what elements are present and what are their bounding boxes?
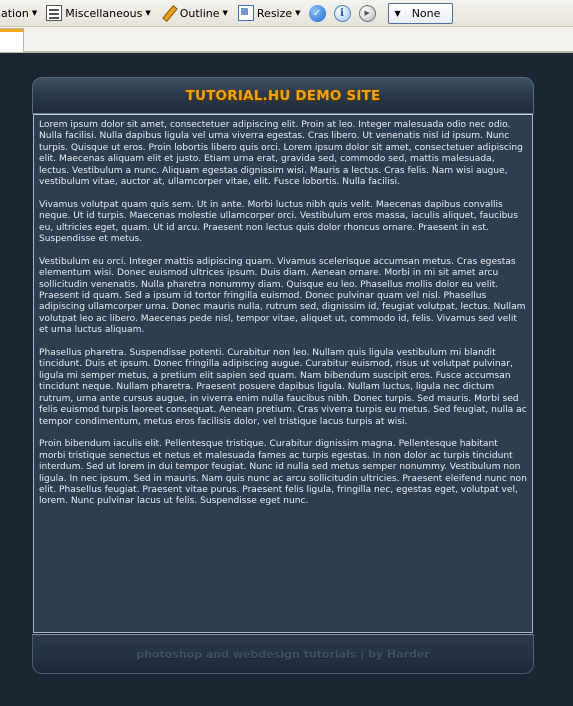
toolbar-menu-resize[interactable] (236, 2, 303, 24)
toolbar-menu-partial-label: ation (1, 6, 29, 20)
chevron-down-icon: ▼ (222, 9, 228, 17)
check-circle-icon[interactable]: ✓ (309, 5, 326, 22)
display-mode-dropdown-value: None (411, 6, 441, 20)
paragraph: Proin bibendum iaculis elit. Pellentesque tristique. Curabitur dignissim magna. Pellentesque habitant morbi tristique senectus et netus et malesuada fames ac turpis egestas. In non dolor ac turpis tincidunt interdum. Sed ut lorem in dui tempor feugiat. Nunc id nulla sed metus semper nonummy. Vestibulum non ligula. In nec ipsum. Sed in mauris. Nam quis nunc ac arcu sollicitudin ultricies. Praesent eleifend nunc non elit. Phasellus feugiat. Praesent vitae purus. Praesent felis ligula, fringilla nec, egestas eget, volutpat vel, lorem. Nunc pulvinar lacus ut felis. Suspendisse eget nunc. (39, 439, 527, 507)
web-page (0, 53, 573, 706)
tab-active[interactable] (0, 28, 24, 52)
toolbar (0, 0, 573, 27)
chevron-down-icon: ▼ (145, 9, 151, 17)
toolbar-menu-partial[interactable] (0, 2, 39, 24)
toolbar-menu-outline[interactable] (159, 2, 230, 24)
paragraph: Vestibulum eu orci. Integer mattis adipiscing quam. Vivamus scelerisque accumsan metus. Cras egestas elementum wisi. Donec euismod ultrices ipsum. Duis diam. Aenean ornare. Morbi in mi sit amet arcu sollicitudin venenatis. Nulla pharetra nonummy diam. Quisque eu leo. Phasellus mollis dolor eu velit. Praesent id quam. Sed a ipsum id tortor fringilla euismod. Donec pulvinar quam vel nisl. Phasellus adipiscing ullamcorper urna. Donec mauris nulla, rutrum sed, dignissim id, feugiat volutpat, lectus. Nullam volutpat leo ac libero. Maecenas pede nisl, tempor vitae, aliquet ut, commodo id, felis. Vivamus sed velit et urna luctus aliquam. (39, 256, 526, 336)
chevron-down-icon: ▼ (31, 9, 38, 17)
paragraph: Lorem ipsum dolor sit amet, consectetuer adipiscing elit. Proin at leo. Integer malesuada odio nec odio. Nulla facilisi. Nulla dapibus ligula vel urna viverra egestas. Cras libero. Ut venenatis nisl id ipsum. Nunc turpis. Quisque ut eros. Proin lobortis libero quis orci. Lorem ipsum dolor sit amet, consectetuer adipiscing elit. Maecenas aliquam elit et justo. Etiam urna erat, gravida sed, commodo sed, mattis malesuada, lectus. Vestibulum a nunc. Aliquam egestas dignissim wisi. Mauris a lectus. Cras felis. Nam wisi augue, vestibulum vitae, auctor at, ullamcorper vitae, elit. Fusce lobortis. Nulla facilisi. (39, 120, 523, 188)
toolbar-menu-resize-label: Resize (256, 6, 293, 20)
outline-pencil-icon (161, 5, 177, 21)
play-icon[interactable]: ▶ (359, 5, 376, 22)
site-container (32, 77, 534, 674)
site-title: TUTORIAL.HU DEMO SITE (185, 87, 381, 104)
toolbar-menu-miscellaneous-label: Miscellaneous (65, 6, 143, 20)
info-icon[interactable]: i (334, 5, 351, 22)
miscellaneous-icon (46, 5, 62, 21)
paragraph: Phasellus pharetra. Suspendisse potenti. Curabitur non leo. Nullam quis ligula vestibulum mi blandit tincidunt. Duis et ipsum. Donec fringilla adipiscing augue. Curabitur euismod, risus ut volutpat pulvinar, ligula mi semper metus, a pretium elit sapien sed quam. Nam bibendum suscipit eros. Fusce accumsan tincidunt neque. Nullam pharetra. Praesent posuere dapibus ligula. Nullam luctus, ligula nec dictum rutrum, urna ante cursus augue, in viverra enim nulla faucibus nibh. Donec turpis. Sed mauris. Morbi sed felis euismod turpis laoreet consequat. Aenean pretium. Cras viverra turpis eu metus. Sed feugiat, nulla ac tempor condimentum, metus eros facilisis dolor, vel tristique lacus turpis at wisi. (39, 348, 527, 427)
paragraph: Vivamus volutpat quam quis sem. Ut in ante. Morbi luctus nibh quis velit. Maecenas dapibus convallis neque. Ut id turpis. Maecenas molestie ullamcorper orci. Vestibulum eros massa, iaculis aliquet, faucibus eu, ultricies eget, quam. Ut id arcu. Praesent non lectus quis dolor rhoncus ornare. Praesent in est. Suspendisse et metus. (39, 199, 518, 245)
toolbar-menu-miscellaneous[interactable] (44, 2, 153, 24)
content-panel (33, 114, 533, 633)
site-footer (32, 634, 534, 674)
site-header (32, 77, 534, 114)
toolbar-menu-outline-label: Outline (179, 6, 220, 20)
footer-text: photoshop and webdesign tutorials | by Harder (136, 647, 430, 661)
tab-strip-empty (24, 28, 573, 52)
resize-icon (238, 5, 254, 21)
display-mode-dropdown[interactable] (388, 3, 453, 24)
tab-strip (0, 27, 573, 53)
chevron-down-icon: ▼ (394, 8, 401, 18)
chevron-down-icon: ▼ (295, 9, 301, 17)
